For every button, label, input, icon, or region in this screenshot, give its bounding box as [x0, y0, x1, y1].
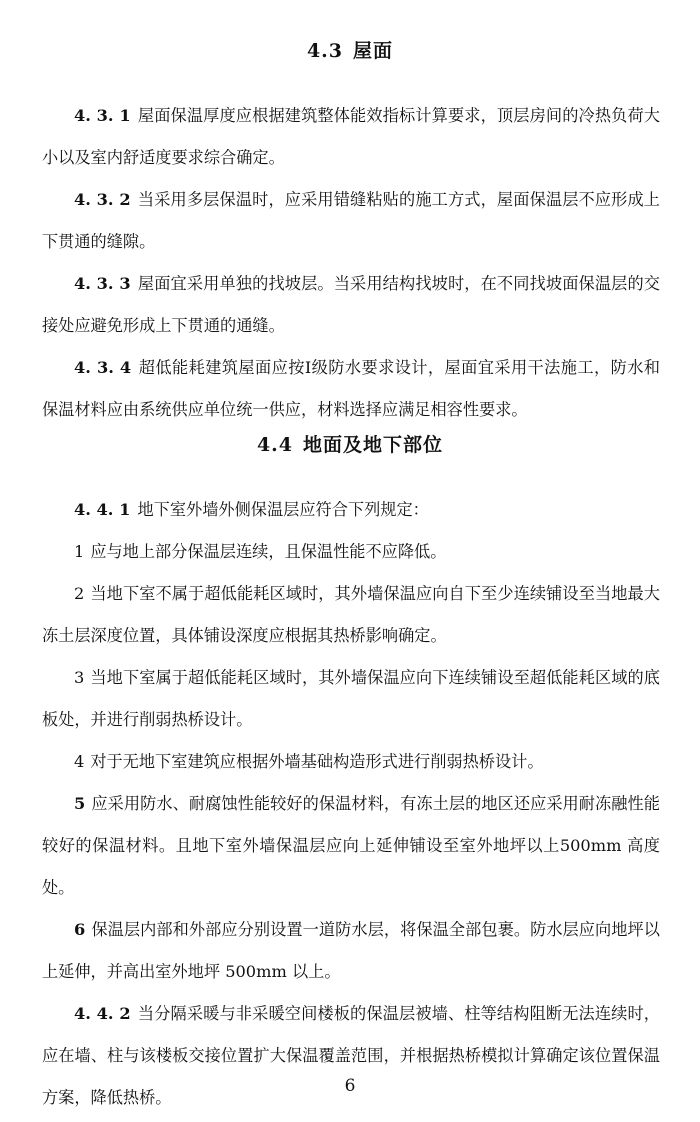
item-text: 保温层内部和外部应分别设置一道防水层，将保温全部包裹。防水层应向地坪以上延伸，并高出室外地坪 500mm 以上。 — [42, 920, 660, 981]
clause-text: 屋面宜采用单独的找坡层。当采用结构找坡时，在不同找坡面保温层的交接处应避免形成上下贯通的通缝。 — [42, 274, 660, 335]
item-text: 当地下室属于超低能耗区域时，其外墙保温应向下连续铺设至超低能耗区域的底板处，并进行削弱热桥设计。 — [42, 668, 660, 729]
clause-number: 4. 3. 3 — [74, 274, 131, 293]
section-body-4-4 — [42, 489, 660, 1119]
list-item-6 — [42, 909, 660, 993]
item-number: 1 — [74, 542, 85, 561]
clause-number: 4. 3. 2 — [74, 190, 131, 209]
section-number: 4.3 — [306, 40, 344, 62]
section-body-4-3 — [42, 95, 660, 431]
item-number: 4 — [74, 752, 85, 771]
clause-text: 当分隔采暖与非采暖空间楼板的保温层被墙、柱等结构阻断无法连续时，应在墙、柱与该楼板交接位置扩大保温覆盖范围，并根据热桥模拟计算确定该位置保温方案，降低热桥。 — [42, 1004, 660, 1107]
page-number: 6 — [344, 1076, 356, 1096]
clause-4-3-2 — [42, 179, 660, 263]
clause-text: 屋面保温厚度应根据建筑整体能效指标计算要求，顶层房间的冷热负荷大小以及室内舒适度要求综合确定。 — [42, 106, 660, 167]
section-heading-4-4 — [0, 430, 700, 457]
clause-4-3-4 — [42, 347, 660, 431]
section-heading-4-3 — [0, 36, 700, 63]
clause-number: 4. 4. 2 — [74, 1004, 131, 1023]
item-text: 当地下室不属于超低能耗区域时，其外墙保温应向自下至少连续铺设至当地最大冻土层深度位置，具体铺设深度应根据其热桥影响确定。 — [42, 584, 660, 645]
list-item-1 — [42, 531, 660, 573]
item-text: 应与地上部分保温层连续，且保温性能不应降低。 — [90, 542, 447, 561]
clause-4-3-1 — [42, 95, 660, 179]
clause-text: 地下室外墙外侧保温层应符合下列规定： — [137, 500, 429, 519]
clause-number: 4. 4. 1 — [74, 500, 131, 519]
list-item-2 — [42, 573, 660, 657]
list-item-4 — [42, 741, 660, 783]
section-title: 屋面 — [353, 40, 394, 62]
clause-number: 4. 3. 4 — [74, 358, 132, 377]
item-number: 6 — [74, 920, 86, 939]
clause-text: 超低能耗建筑屋面应按Ⅰ级防水要求设计，屋面宜采用干法施工，防水和保温材料应由系统供应单位统一供应，材料选择应满足相容性要求。 — [42, 358, 660, 419]
item-text: 应采用防水、耐腐蚀性能较好的保温材料，有冻土层的地区还应采用耐冻融性能较好的保温材料。且地下室外墙保温层应向上延伸铺设至室外地坪以上500mm 高度处。 — [42, 794, 660, 897]
item-text: 对于无地下室建筑应根据外墙基础构造形式进行削弱热桥设计。 — [90, 752, 544, 771]
item-number: 2 — [74, 584, 85, 603]
clause-text: 当采用多层保温时，应采用错缝粘贴的施工方式，屋面保温层不应形成上下贯通的缝隙。 — [42, 190, 660, 251]
list-item-3 — [42, 657, 660, 741]
clause-number: 4. 3. 1 — [74, 106, 131, 125]
item-number: 3 — [74, 668, 85, 687]
section-number: 4.4 — [256, 434, 294, 456]
clause-4-3-3 — [42, 263, 660, 347]
section-title: 地面及地下部位 — [303, 434, 444, 456]
list-item-5 — [42, 783, 660, 909]
clause-4-4-1 — [42, 489, 660, 531]
item-number: 5 — [74, 794, 86, 813]
clause-4-4-2 — [42, 993, 660, 1119]
